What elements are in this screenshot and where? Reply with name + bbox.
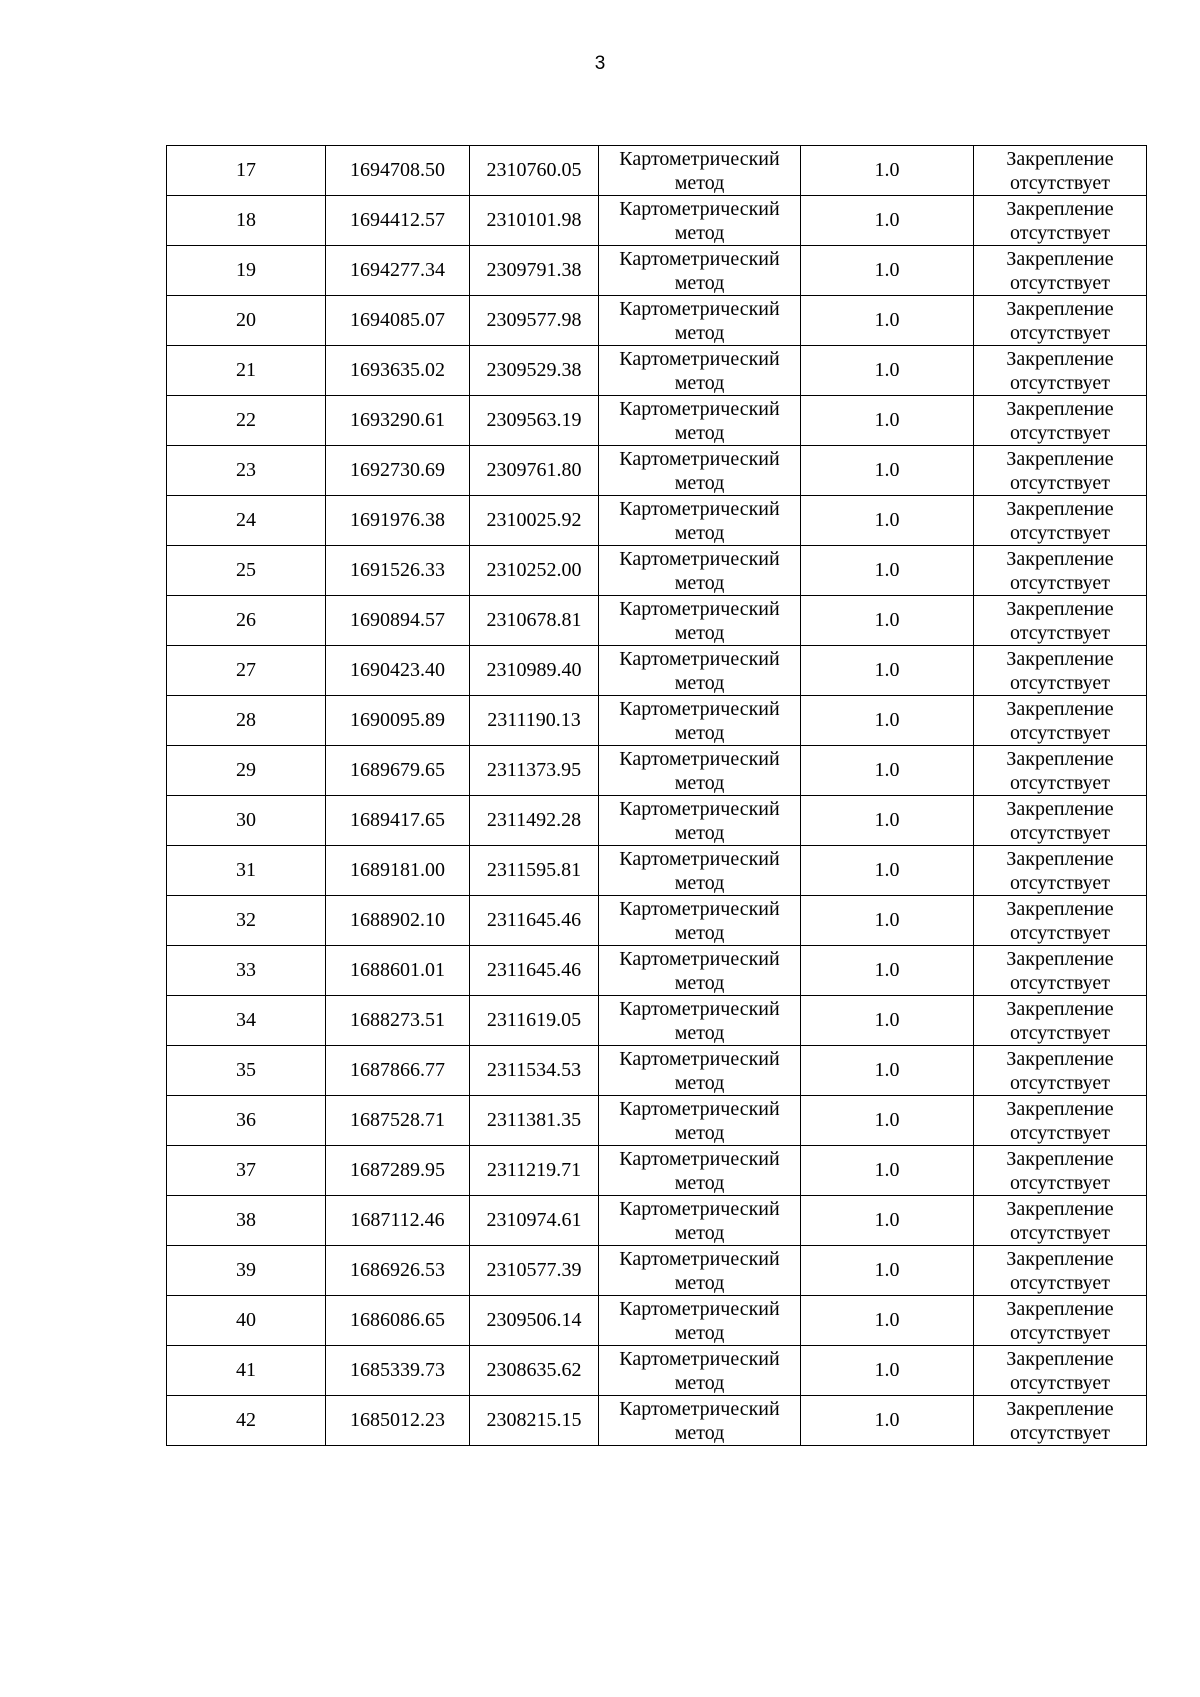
method-cell	[599, 296, 801, 346]
method-cell	[599, 1296, 801, 1346]
point-number-cell: 41	[167, 1346, 326, 1396]
table-row	[167, 1146, 1147, 1196]
table-row	[167, 796, 1147, 846]
point-number-cell: 30	[167, 796, 326, 846]
method-cell-line-1: Картометрический	[619, 1047, 780, 1070]
y-coordinate-cell: 2311645.46	[470, 946, 599, 996]
table-row	[167, 896, 1147, 946]
accuracy-cell: 1.0	[801, 446, 974, 496]
accuracy-cell: 1.0	[801, 1246, 974, 1296]
fixation-cell	[974, 696, 1147, 746]
fixation-cell-line-1: Закрепление	[1006, 797, 1114, 820]
y-coordinate-cell: 2310974.61	[470, 1196, 599, 1246]
method-cell	[599, 1096, 801, 1146]
table-row	[167, 1096, 1147, 1146]
point-number-cell: 33	[167, 946, 326, 996]
accuracy-cell: 1.0	[801, 1196, 974, 1246]
method-cell	[599, 546, 801, 596]
y-coordinate-cell: 2309563.19	[470, 396, 599, 446]
fixation-cell-line-1: Закрепление	[1006, 947, 1114, 970]
y-coordinate-cell: 2310678.81	[470, 596, 599, 646]
method-cell	[599, 346, 801, 396]
method-cell-line-1: Картометрический	[619, 397, 780, 420]
method-cell	[599, 1146, 801, 1196]
point-number-cell: 18	[167, 196, 326, 246]
accuracy-cell: 1.0	[801, 796, 974, 846]
method-cell-line-1: Картометрический	[619, 1297, 780, 1320]
fixation-cell-line-2: отсутствует	[1009, 471, 1111, 494]
method-cell	[599, 246, 801, 296]
table-row	[167, 196, 1147, 246]
method-cell-line-1: Картометрический	[619, 797, 780, 820]
accuracy-cell: 1.0	[801, 696, 974, 746]
method-cell	[599, 496, 801, 546]
table-row	[167, 596, 1147, 646]
method-cell-line-1: Картометрический	[619, 647, 780, 670]
fixation-cell-line-2: отсутствует	[1009, 921, 1111, 944]
y-coordinate-cell: 2311645.46	[470, 896, 599, 946]
fixation-cell-line-2: отсутствует	[1009, 221, 1111, 244]
point-number-cell: 20	[167, 296, 326, 346]
x-coordinate-cell: 1688273.51	[326, 996, 470, 1046]
fixation-cell	[974, 196, 1147, 246]
method-cell-line-2: метод	[674, 571, 725, 594]
method-cell-line-1: Картометрический	[619, 197, 780, 220]
method-cell	[599, 1046, 801, 1096]
method-cell	[599, 996, 801, 1046]
fixation-cell	[974, 1146, 1147, 1196]
point-number-cell: 25	[167, 546, 326, 596]
method-cell-line-2: метод	[674, 1021, 725, 1044]
method-cell	[599, 396, 801, 446]
fixation-cell-line-2: отсутствует	[1009, 1071, 1111, 1094]
point-number-cell: 35	[167, 1046, 326, 1096]
fixation-cell	[974, 1096, 1147, 1146]
fixation-cell-line-1: Закрепление	[1006, 297, 1114, 320]
x-coordinate-cell: 1688601.01	[326, 946, 470, 996]
x-coordinate-cell: 1693290.61	[326, 396, 470, 446]
method-cell-line-1: Картометрический	[619, 297, 780, 320]
fixation-cell-line-2: отсутствует	[1009, 1221, 1111, 1244]
fixation-cell-line-1: Закрепление	[1006, 1147, 1114, 1170]
fixation-cell-line-2: отсутствует	[1009, 1271, 1111, 1294]
x-coordinate-cell: 1694277.34	[326, 246, 470, 296]
table-row	[167, 396, 1147, 446]
method-cell-line-2: метод	[674, 1421, 725, 1444]
y-coordinate-cell: 2311492.28	[470, 796, 599, 846]
y-coordinate-cell: 2311190.13	[470, 696, 599, 746]
fixation-cell-line-2: отсутствует	[1009, 1321, 1111, 1344]
method-cell	[599, 896, 801, 946]
accuracy-cell: 1.0	[801, 996, 974, 1046]
method-cell-line-2: метод	[674, 1321, 725, 1344]
method-cell-line-1: Картометрический	[619, 947, 780, 970]
x-coordinate-cell: 1688902.10	[326, 896, 470, 946]
y-coordinate-cell: 2311595.81	[470, 846, 599, 896]
fixation-cell-line-1: Закрепление	[1006, 247, 1114, 270]
x-coordinate-cell: 1694085.07	[326, 296, 470, 346]
y-coordinate-cell: 2308215.15	[470, 1396, 599, 1446]
fixation-cell	[974, 396, 1147, 446]
method-cell	[599, 596, 801, 646]
method-cell	[599, 1196, 801, 1246]
fixation-cell	[974, 496, 1147, 546]
fixation-cell	[974, 1396, 1147, 1446]
fixation-cell-line-1: Закрепление	[1006, 647, 1114, 670]
table-row	[167, 1046, 1147, 1096]
point-number-cell: 17	[167, 146, 326, 196]
method-cell-line-2: метод	[674, 871, 725, 894]
fixation-cell	[974, 646, 1147, 696]
method-cell	[599, 946, 801, 996]
point-number-cell: 26	[167, 596, 326, 646]
y-coordinate-cell: 2311219.71	[470, 1146, 599, 1196]
table-row	[167, 1196, 1147, 1246]
fixation-cell-line-2: отсутствует	[1009, 771, 1111, 794]
fixation-cell-line-1: Закрепление	[1006, 897, 1114, 920]
y-coordinate-cell: 2310577.39	[470, 1246, 599, 1296]
method-cell	[599, 446, 801, 496]
x-coordinate-cell: 1691526.33	[326, 546, 470, 596]
y-coordinate-cell: 2309791.38	[470, 246, 599, 296]
point-number-cell: 39	[167, 1246, 326, 1296]
fixation-cell-line-1: Закрепление	[1006, 497, 1114, 520]
fixation-cell-line-1: Закрепление	[1006, 347, 1114, 370]
method-cell-line-2: метод	[674, 421, 725, 444]
method-cell-line-1: Картометрический	[619, 1097, 780, 1120]
table-row	[167, 146, 1147, 196]
accuracy-cell: 1.0	[801, 346, 974, 396]
y-coordinate-cell: 2311619.05	[470, 996, 599, 1046]
point-number-cell: 19	[167, 246, 326, 296]
fixation-cell-line-1: Закрепление	[1006, 397, 1114, 420]
method-cell-line-2: метод	[674, 821, 725, 844]
fixation-cell-line-1: Закрепление	[1006, 697, 1114, 720]
accuracy-cell: 1.0	[801, 1096, 974, 1146]
table-row	[167, 646, 1147, 696]
fixation-cell	[974, 846, 1147, 896]
fixation-cell	[974, 1046, 1147, 1096]
accuracy-cell: 1.0	[801, 1046, 974, 1096]
point-number-cell: 29	[167, 746, 326, 796]
fixation-cell-line-2: отсутствует	[1009, 1021, 1111, 1044]
fixation-cell-line-1: Закрепление	[1006, 747, 1114, 770]
method-cell-line-1: Картометрический	[619, 847, 780, 870]
table-row	[167, 746, 1147, 796]
method-cell-line-1: Картометрический	[619, 497, 780, 520]
accuracy-cell: 1.0	[801, 396, 974, 446]
x-coordinate-cell: 1694708.50	[326, 146, 470, 196]
y-coordinate-cell: 2311373.95	[470, 746, 599, 796]
method-cell-line-2: метод	[674, 221, 725, 244]
x-coordinate-cell: 1691976.38	[326, 496, 470, 546]
method-cell	[599, 646, 801, 696]
method-cell	[599, 196, 801, 246]
fixation-cell-line-1: Закрепление	[1006, 447, 1114, 470]
point-number-cell: 37	[167, 1146, 326, 1196]
y-coordinate-cell: 2309761.80	[470, 446, 599, 496]
fixation-cell-line-2: отсутствует	[1009, 321, 1111, 344]
x-coordinate-cell: 1693635.02	[326, 346, 470, 396]
coordinates-table	[166, 145, 1147, 1446]
method-cell	[599, 746, 801, 796]
y-coordinate-cell: 2308635.62	[470, 1346, 599, 1396]
method-cell-line-2: метод	[674, 471, 725, 494]
method-cell-line-1: Картометрический	[619, 1247, 780, 1270]
point-number-cell: 31	[167, 846, 326, 896]
accuracy-cell: 1.0	[801, 846, 974, 896]
fixation-cell-line-2: отсутствует	[1009, 521, 1111, 544]
table-row	[167, 296, 1147, 346]
accuracy-cell: 1.0	[801, 1396, 974, 1446]
accuracy-cell: 1.0	[801, 146, 974, 196]
method-cell-line-2: метод	[674, 271, 725, 294]
point-number-cell: 21	[167, 346, 326, 396]
x-coordinate-cell: 1690894.57	[326, 596, 470, 646]
fixation-cell	[974, 146, 1147, 196]
method-cell-line-2: метод	[674, 921, 725, 944]
method-cell-line-2: метод	[674, 1071, 725, 1094]
fixation-cell-line-1: Закрепление	[1006, 847, 1114, 870]
method-cell	[599, 1246, 801, 1296]
x-coordinate-cell: 1685012.23	[326, 1396, 470, 1446]
fixation-cell-line-1: Закрепление	[1006, 147, 1114, 170]
point-number-cell: 24	[167, 496, 326, 546]
y-coordinate-cell: 2309577.98	[470, 296, 599, 346]
method-cell	[599, 1346, 801, 1396]
method-cell-line-1: Картометрический	[619, 697, 780, 720]
fixation-cell	[974, 1196, 1147, 1246]
table-row	[167, 996, 1147, 1046]
y-coordinate-cell: 2310760.05	[470, 146, 599, 196]
fixation-cell-line-2: отсутствует	[1009, 421, 1111, 444]
table-row	[167, 846, 1147, 896]
fixation-cell-line-2: отсутствует	[1009, 971, 1111, 994]
table-row	[167, 1396, 1147, 1446]
fixation-cell	[974, 1346, 1147, 1396]
fixation-cell	[974, 746, 1147, 796]
method-cell-line-2: метод	[674, 1121, 725, 1144]
fixation-cell	[974, 1296, 1147, 1346]
method-cell-line-1: Картометрический	[619, 997, 780, 1020]
method-cell-line-2: метод	[674, 371, 725, 394]
method-cell	[599, 846, 801, 896]
method-cell-line-1: Картометрический	[619, 1147, 780, 1170]
method-cell-line-2: метод	[674, 171, 725, 194]
y-coordinate-cell: 2311534.53	[470, 1046, 599, 1096]
fixation-cell-line-2: отсутствует	[1009, 1171, 1111, 1194]
fixation-cell-line-1: Закрепление	[1006, 1197, 1114, 1220]
point-number-cell: 38	[167, 1196, 326, 1246]
x-coordinate-cell: 1692730.69	[326, 446, 470, 496]
fixation-cell-line-1: Закрепление	[1006, 1397, 1114, 1420]
fixation-cell-line-2: отсутствует	[1009, 171, 1111, 194]
table-body	[167, 146, 1147, 1446]
accuracy-cell: 1.0	[801, 746, 974, 796]
method-cell-line-2: метод	[674, 1271, 725, 1294]
method-cell	[599, 146, 801, 196]
fixation-cell-line-2: отсутствует	[1009, 621, 1111, 644]
accuracy-cell: 1.0	[801, 646, 974, 696]
method-cell-line-1: Картометрический	[619, 247, 780, 270]
y-coordinate-cell: 2311381.35	[470, 1096, 599, 1146]
method-cell	[599, 696, 801, 746]
method-cell-line-1: Картометрический	[619, 1397, 780, 1420]
fixation-cell	[974, 296, 1147, 346]
x-coordinate-cell: 1694412.57	[326, 196, 470, 246]
accuracy-cell: 1.0	[801, 496, 974, 546]
accuracy-cell: 1.0	[801, 1346, 974, 1396]
method-cell-line-1: Картометрический	[619, 1347, 780, 1370]
fixation-cell	[974, 946, 1147, 996]
method-cell-line-2: метод	[674, 721, 725, 744]
method-cell-line-1: Картометрический	[619, 147, 780, 170]
point-number-cell: 40	[167, 1296, 326, 1346]
x-coordinate-cell: 1687112.46	[326, 1196, 470, 1246]
point-number-cell: 34	[167, 996, 326, 1046]
fixation-cell-line-2: отсутствует	[1009, 271, 1111, 294]
point-number-cell: 22	[167, 396, 326, 446]
fixation-cell-line-2: отсутствует	[1009, 821, 1111, 844]
fixation-cell	[974, 796, 1147, 846]
method-cell-line-1: Картометрический	[619, 447, 780, 470]
method-cell-line-1: Картометрический	[619, 347, 780, 370]
table-row	[167, 446, 1147, 496]
table-row	[167, 1296, 1147, 1346]
table-row	[167, 1346, 1147, 1396]
fixation-cell-line-1: Закрепление	[1006, 1097, 1114, 1120]
table-row	[167, 246, 1147, 296]
x-coordinate-cell: 1687866.77	[326, 1046, 470, 1096]
x-coordinate-cell: 1686926.53	[326, 1246, 470, 1296]
accuracy-cell: 1.0	[801, 896, 974, 946]
x-coordinate-cell: 1687528.71	[326, 1096, 470, 1146]
fixation-cell-line-1: Закрепление	[1006, 1347, 1114, 1370]
method-cell	[599, 796, 801, 846]
method-cell-line-1: Картометрический	[619, 897, 780, 920]
fixation-cell-line-1: Закрепление	[1006, 997, 1114, 1020]
method-cell-line-1: Картометрический	[619, 747, 780, 770]
accuracy-cell: 1.0	[801, 546, 974, 596]
fixation-cell	[974, 346, 1147, 396]
y-coordinate-cell: 2309506.14	[470, 1296, 599, 1346]
fixation-cell-line-2: отсутствует	[1009, 371, 1111, 394]
table-row	[167, 946, 1147, 996]
accuracy-cell: 1.0	[801, 196, 974, 246]
x-coordinate-cell: 1689679.65	[326, 746, 470, 796]
method-cell-line-2: метод	[674, 521, 725, 544]
fixation-cell-line-2: отсутствует	[1009, 1371, 1111, 1394]
method-cell-line-1: Картометрический	[619, 547, 780, 570]
fixation-cell-line-1: Закрепление	[1006, 197, 1114, 220]
fixation-cell-line-2: отсутствует	[1009, 1121, 1111, 1144]
fixation-cell	[974, 546, 1147, 596]
fixation-cell	[974, 246, 1147, 296]
accuracy-cell: 1.0	[801, 596, 974, 646]
fixation-cell	[974, 996, 1147, 1046]
table-row	[167, 1246, 1147, 1296]
fixation-cell	[974, 446, 1147, 496]
fixation-cell-line-2: отсутствует	[1009, 871, 1111, 894]
method-cell-line-2: метод	[674, 971, 725, 994]
point-number-cell: 28	[167, 696, 326, 746]
y-coordinate-cell: 2310101.98	[470, 196, 599, 246]
point-number-cell: 32	[167, 896, 326, 946]
method-cell-line-2: метод	[674, 1221, 725, 1244]
fixation-cell-line-2: отсутствует	[1009, 721, 1111, 744]
x-coordinate-cell: 1689181.00	[326, 846, 470, 896]
fixation-cell-line-2: отсутствует	[1009, 571, 1111, 594]
table-row	[167, 496, 1147, 546]
x-coordinate-cell: 1689417.65	[326, 796, 470, 846]
table-row	[167, 346, 1147, 396]
accuracy-cell: 1.0	[801, 946, 974, 996]
fixation-cell-line-2: отсутствует	[1009, 671, 1111, 694]
accuracy-cell: 1.0	[801, 296, 974, 346]
fixation-cell	[974, 596, 1147, 646]
y-coordinate-cell: 2310252.00	[470, 546, 599, 596]
accuracy-cell: 1.0	[801, 246, 974, 296]
y-coordinate-cell: 2310989.40	[470, 646, 599, 696]
point-number-cell: 23	[167, 446, 326, 496]
y-coordinate-cell: 2309529.38	[470, 346, 599, 396]
x-coordinate-cell: 1686086.65	[326, 1296, 470, 1346]
accuracy-cell: 1.0	[801, 1146, 974, 1196]
accuracy-cell: 1.0	[801, 1296, 974, 1346]
fixation-cell	[974, 1246, 1147, 1296]
fixation-cell-line-1: Закрепление	[1006, 1247, 1114, 1270]
method-cell-line-1: Картометрический	[619, 1197, 780, 1220]
x-coordinate-cell: 1690095.89	[326, 696, 470, 746]
method-cell-line-2: метод	[674, 771, 725, 794]
page-number: 3	[594, 53, 606, 74]
fixation-cell-line-1: Закрепление	[1006, 597, 1114, 620]
method-cell-line-2: метод	[674, 1371, 725, 1394]
method-cell-line-2: метод	[674, 671, 725, 694]
fixation-cell-line-1: Закрепление	[1006, 1297, 1114, 1320]
point-number-cell: 36	[167, 1096, 326, 1146]
method-cell-line-2: метод	[674, 621, 725, 644]
fixation-cell	[974, 896, 1147, 946]
y-coordinate-cell: 2310025.92	[470, 496, 599, 546]
method-cell-line-2: метод	[674, 321, 725, 344]
fixation-cell-line-1: Закрепление	[1006, 547, 1114, 570]
method-cell-line-1: Картометрический	[619, 597, 780, 620]
x-coordinate-cell: 1690423.40	[326, 646, 470, 696]
table-row	[167, 546, 1147, 596]
fixation-cell-line-2: отсутствует	[1009, 1421, 1111, 1444]
table-row	[167, 696, 1147, 746]
x-coordinate-cell: 1687289.95	[326, 1146, 470, 1196]
method-cell	[599, 1396, 801, 1446]
point-number-cell: 27	[167, 646, 326, 696]
point-number-cell: 42	[167, 1396, 326, 1446]
x-coordinate-cell: 1685339.73	[326, 1346, 470, 1396]
fixation-cell-line-1: Закрепление	[1006, 1047, 1114, 1070]
method-cell-line-2: метод	[674, 1171, 725, 1194]
